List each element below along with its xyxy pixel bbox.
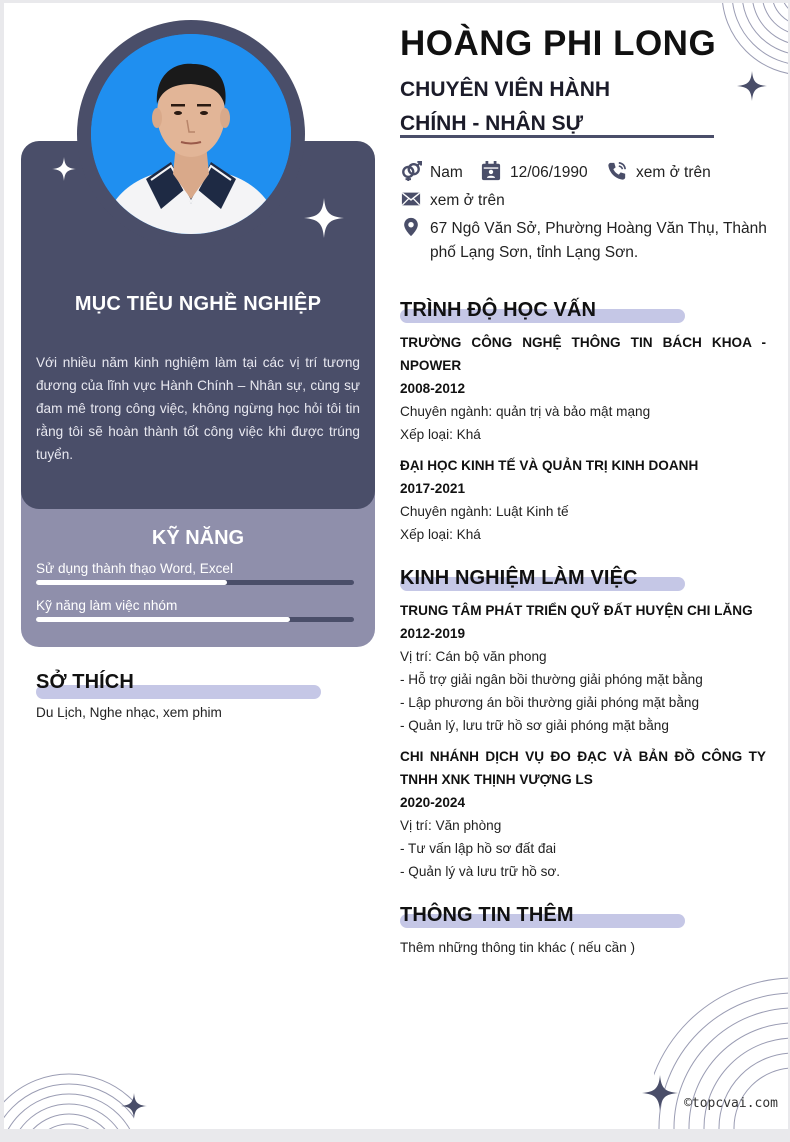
skill-bar xyxy=(36,617,354,622)
additional-header xyxy=(400,904,766,927)
experience-task: - Lập phương án bồi thường giải phóng mặt bằng xyxy=(400,695,700,710)
objective-text: Với nhiều năm kinh nghiệm làm tại các vị trí tương đương của lĩnh vực Hành Chính – Nhân sự, cùng sự đam mê trong công việc, không ngừng học hỏi tôi tin rằng tôi sẽ hoàn thành tốt công việc khi được trúng tuyển. xyxy=(36,355,360,462)
email-value: xem ở trên xyxy=(430,192,505,209)
decorative-arcs-bottom-left xyxy=(4,1069,134,1129)
title-divider xyxy=(400,135,714,138)
birthday-value: 12/06/1990 xyxy=(510,164,588,181)
email-info xyxy=(400,189,505,213)
experience-task: - Hỗ trợ giải ngân bồi thường giải phóng mặt bằng xyxy=(400,672,703,687)
experience-task: - Tư vấn lập hồ sơ đất đai xyxy=(400,841,557,856)
location-pin-icon xyxy=(400,217,422,237)
experience-header xyxy=(400,567,766,590)
experience-position: Vị trí: Văn phòng xyxy=(400,818,502,833)
address-line: 67 Ngô Văn Sở, Phường Hoàng Văn Thụ, Thành xyxy=(430,220,767,237)
education-grade: Xếp loại: Khá xyxy=(400,427,481,442)
mail-icon xyxy=(400,189,422,209)
gender-info xyxy=(400,161,463,185)
experience-years: 2012-2019 xyxy=(400,626,466,641)
school-name: ĐẠI HỌC KINH TẾ VÀ QUẢN TRỊ KINH DOANH xyxy=(400,458,699,473)
birthday-info xyxy=(480,161,588,185)
job-title xyxy=(400,73,720,141)
hobbies-title: SỞ THÍCH xyxy=(36,671,134,693)
gender-value: Nam xyxy=(430,164,463,181)
phone-info xyxy=(606,161,711,185)
avatar xyxy=(91,34,291,234)
sparkle-icon xyxy=(52,157,76,181)
skill-bar xyxy=(36,580,354,585)
avatar-frame xyxy=(77,20,305,248)
skill-item xyxy=(36,598,354,622)
education-title: TRÌNH ĐỘ HỌC VẤN xyxy=(400,299,597,321)
company-name: TNHH XNK THỊNH VƯỢNG LS xyxy=(400,772,593,787)
skill-bar-fill xyxy=(36,617,290,622)
hobbies-header xyxy=(36,671,134,694)
address-value xyxy=(430,217,767,265)
phone-icon xyxy=(606,161,628,181)
school-name: NPOWER xyxy=(400,358,462,373)
job-title-line: CHÍNH - NHÂN SỰ xyxy=(400,112,584,135)
candidate-name: HOÀNG PHI LONG xyxy=(400,24,717,63)
skill-name: Sử dụng thành thạo Word, Excel xyxy=(36,561,234,576)
sparkle-icon xyxy=(121,1093,147,1119)
education-grade: Xếp loại: Khá xyxy=(400,527,481,542)
skill-name: Kỹ năng làm việc nhóm xyxy=(36,598,178,613)
education-item xyxy=(400,331,766,446)
sparkle-icon xyxy=(642,1075,678,1111)
portrait-photo xyxy=(91,34,291,234)
experience-title: KINH NGHIỆM LÀM VIỆC xyxy=(400,567,638,589)
skill-bar-fill xyxy=(36,580,227,585)
additional-text: Thêm những thông tin khác ( nếu cần ) xyxy=(400,940,636,955)
objective-title: MỤC TIÊU NGHỀ NGHIỆP xyxy=(74,293,322,315)
experience-task: - Quản lý và lưu trữ hồ sơ. xyxy=(400,864,561,879)
address-line: phố Lạng Sơn, tỉnh Lạng Sơn. xyxy=(430,244,639,261)
education-years: 2008-2012 xyxy=(400,381,466,396)
company-name: CHI NHÁNH DỊCH VỤ ĐO ĐẠC VÀ BẢN ĐỒ CÔNG TY xyxy=(400,749,766,764)
gender-icon xyxy=(400,161,422,181)
phone-value: xem ở trên xyxy=(636,164,711,181)
sparkle-icon xyxy=(304,198,344,238)
sparkle-icon xyxy=(737,71,767,101)
experience-task: - Quản lý, lưu trữ hồ sơ giải phóng mặt bằng xyxy=(400,718,669,733)
job-title-line: CHUYÊN VIÊN HÀNH xyxy=(400,78,611,101)
experience-years: 2020-2024 xyxy=(400,795,466,810)
company-name: TRUNG TÂM PHÁT TRIỂN QUỸ ĐẤT HUYỆN CHI LĂNG xyxy=(400,603,753,618)
education-years: 2017-2021 xyxy=(400,481,466,496)
experience-item xyxy=(400,745,766,883)
address-info xyxy=(400,217,770,265)
experience-position: Vị trí: Cán bộ văn phong xyxy=(400,649,547,664)
skills-title: KỸ NĂNG xyxy=(151,527,245,549)
education-header xyxy=(400,299,766,322)
skill-item xyxy=(36,561,354,585)
watermark: ©topcvai.com xyxy=(684,1096,778,1111)
education-major: Chuyên ngành: Luật Kinh tế xyxy=(400,504,569,519)
cv-page xyxy=(4,3,788,1129)
education-major: Chuyên ngành: quản trị và bảo mật mạng xyxy=(400,404,651,419)
calendar-icon xyxy=(480,161,502,181)
experience-item xyxy=(400,599,766,737)
hobbies-text: Du Lịch, Nghe nhạc, xem phim xyxy=(36,705,222,720)
school-name: TRƯỜNG CÔNG NGHỆ THÔNG TIN BÁCH KHOA - xyxy=(400,335,766,350)
education-item xyxy=(400,454,766,546)
additional-title: THÔNG TIN THÊM xyxy=(400,904,574,926)
